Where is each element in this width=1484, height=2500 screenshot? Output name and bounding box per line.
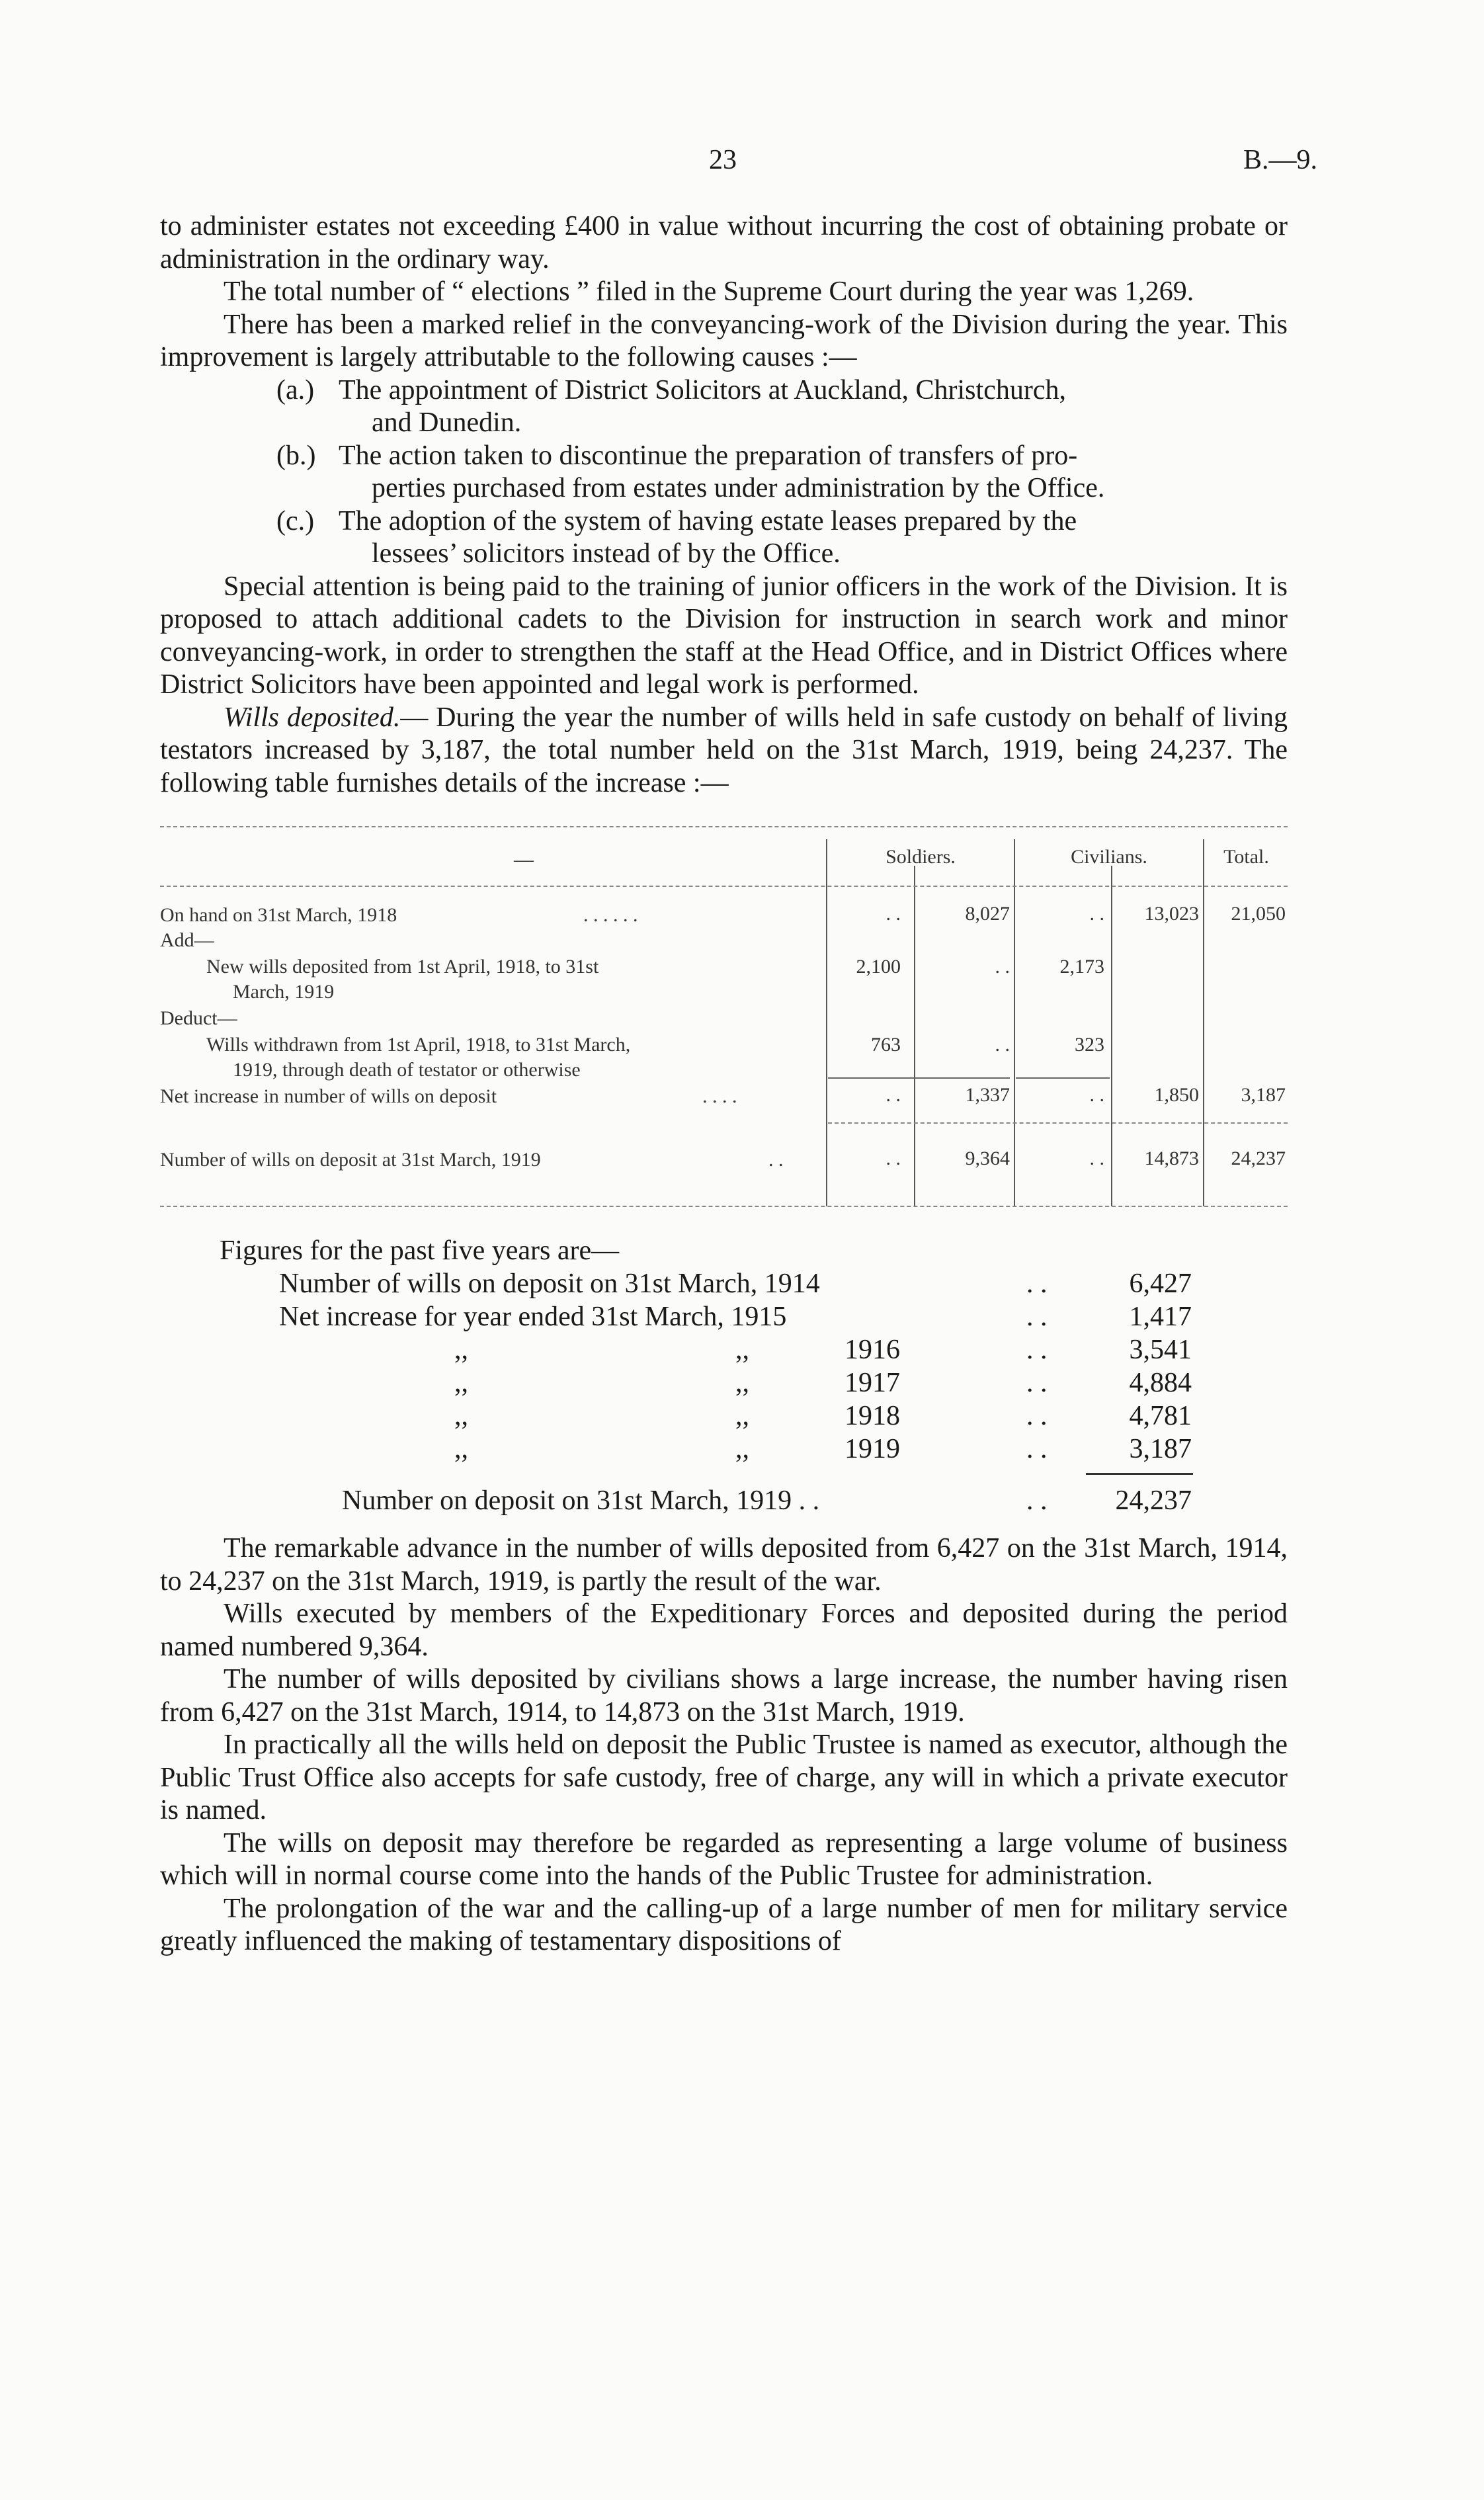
list-item: (a.) The appointment of District Solicitors at Auckland, Christchurch, and Dunedin. <box>276 374 1066 438</box>
page-number: 23 <box>709 145 737 175</box>
list-marker: (b.) <box>276 440 316 471</box>
row-label: New wills deposited from 1st April, 1918, to 31st <box>206 956 599 978</box>
table-header-total: Total. <box>1223 846 1269 868</box>
row-label: On hand on 31st March, 1918 <box>160 904 397 926</box>
paragraph: The prolongation of the war and the calling-up of a large number of men for military service greatly influenced the making of testamentary dispositions of <box>160 1893 1288 1956</box>
five-year-figures: Figures for the past five years are— Number of wills on deposit on 31st March, 1914 . . 6,427 Net increase for year ended 31st March, 1915 . . 1,417 ,, ,, 1916 . . 3,541 ,, ,, 1917 . . 4,884 ,, ,, 1918 . . 4,781 ,, ,, 1919 . . 3,187 Number on deposit on 31st March, 1919 . . . . 24,237 <box>220 1235 1192 1516</box>
paragraph: The number of wills deposited by civilians shows a large increase, the number having risen from 6,427 on the 31st March, 1914, to 14,873 on the 31st March, 1919. <box>160 1664 1288 1728</box>
list-marker: (a.) <box>276 374 315 405</box>
list-item: (b.) The action taken to discontinue the preparation of transfers of pro- perties purchased from estates under administration by the Office. <box>276 440 1105 503</box>
table-header-soldiers: Soldiers. <box>886 846 956 868</box>
list-item: (c.) The adoption of the system of having estate leases prepared by the lessees’ solicitors instead of by the Office. <box>276 505 1077 569</box>
list-marker: (c.) <box>276 505 315 536</box>
row-label: Deduct— <box>160 1007 237 1029</box>
row-label: Wills withdrawn from 1st April, 1918, to 31st March, <box>206 1034 631 1056</box>
row-label: Net increase in number of wills on deposit <box>160 1085 497 1107</box>
table-header-blank: — <box>514 849 534 870</box>
paragraph: The remarkable advance in the number of wills deposited from 6,427 on the 31st March, 1914, to 24,237 on the 31st March, 1919, is partly the result of the war. <box>160 1533 1288 1597</box>
paragraph: Wills executed by members of the Expeditionary Forces and deposited during the period named numbered 9,364. <box>160 1599 1288 1662</box>
wills-table: — Soldiers. Civilians. Total. On hand on 31st March, 1918 . . . . . . . . 8,027 . . 13,023 21,050 Add— New wills deposited from 1st April, 1918, to 31st March, 1919 2,100 . . 2,173 Deduct— Wills withdrawn from 1st April, 1918, to 31st March, 1919, through death of testator or otherwise 763 . . 323 Net increase in number of wills on deposit . . . . . . 1,337 . . 1,850 3,187 Number of wills on deposit at 31st March, 1919 . . . . 9,364 . . 14,873 24,237 <box>160 826 1288 1223</box>
table-header-civilians: Civilians. <box>1071 846 1147 868</box>
paragraph: The wills on deposit may therefore be regarded as representing a large volume of business which will in normal course come into the hands of the Public Trustee for administration. <box>160 1827 1288 1891</box>
document-reference: B.—9. <box>1243 145 1317 175</box>
page-header <box>0 144 1484 184</box>
row-label: Add— <box>160 929 214 951</box>
page-body <box>160 210 1288 1958</box>
figures-intro: Figures for the past five years are— <box>220 1235 620 1266</box>
row-label: Number of wills on deposit at 31st March, 1919 <box>160 1149 541 1171</box>
paragraph: Wills deposited.— During the year the number of wills held in safe custody on behalf of living testators increased by 3,187, the total number held on the 31st March, 1919, being 24,237. The following table furnishes details of the increase :— <box>160 702 1288 798</box>
causes-list <box>160 374 1288 571</box>
paragraph: to administer estates not exceeding £400 in value without incurring the cost of obtaining probate or administration in the ordinary way. <box>160 211 1288 274</box>
paragraph: In practically all the wills held on deposit the Public Trustee is named as executor, although the Public Trust Office also accepts for safe custody, free of charge, any will in which a private executor is named. <box>160 1729 1288 1825</box>
section-lead: Wills deposited. <box>224 702 401 733</box>
paragraph: Special attention is being paid to the training of junior officers in the work of the Division. It is proposed to attach additional cadets to the Division for instruction in search work and minor conveyancing-work, in order to strengthen the staff at the Head Office, and in District Offices where District Solicitors have been appointed and legal work is performed. <box>160 571 1288 700</box>
paragraph: The total number of “ elections ” filed in the Supreme Court during the year was 1,269. <box>224 276 1194 307</box>
paragraph: There has been a marked relief in the conveyancing-work of the Division during the year. This improvement is largely attributable to the following causes :— <box>160 309 1288 372</box>
